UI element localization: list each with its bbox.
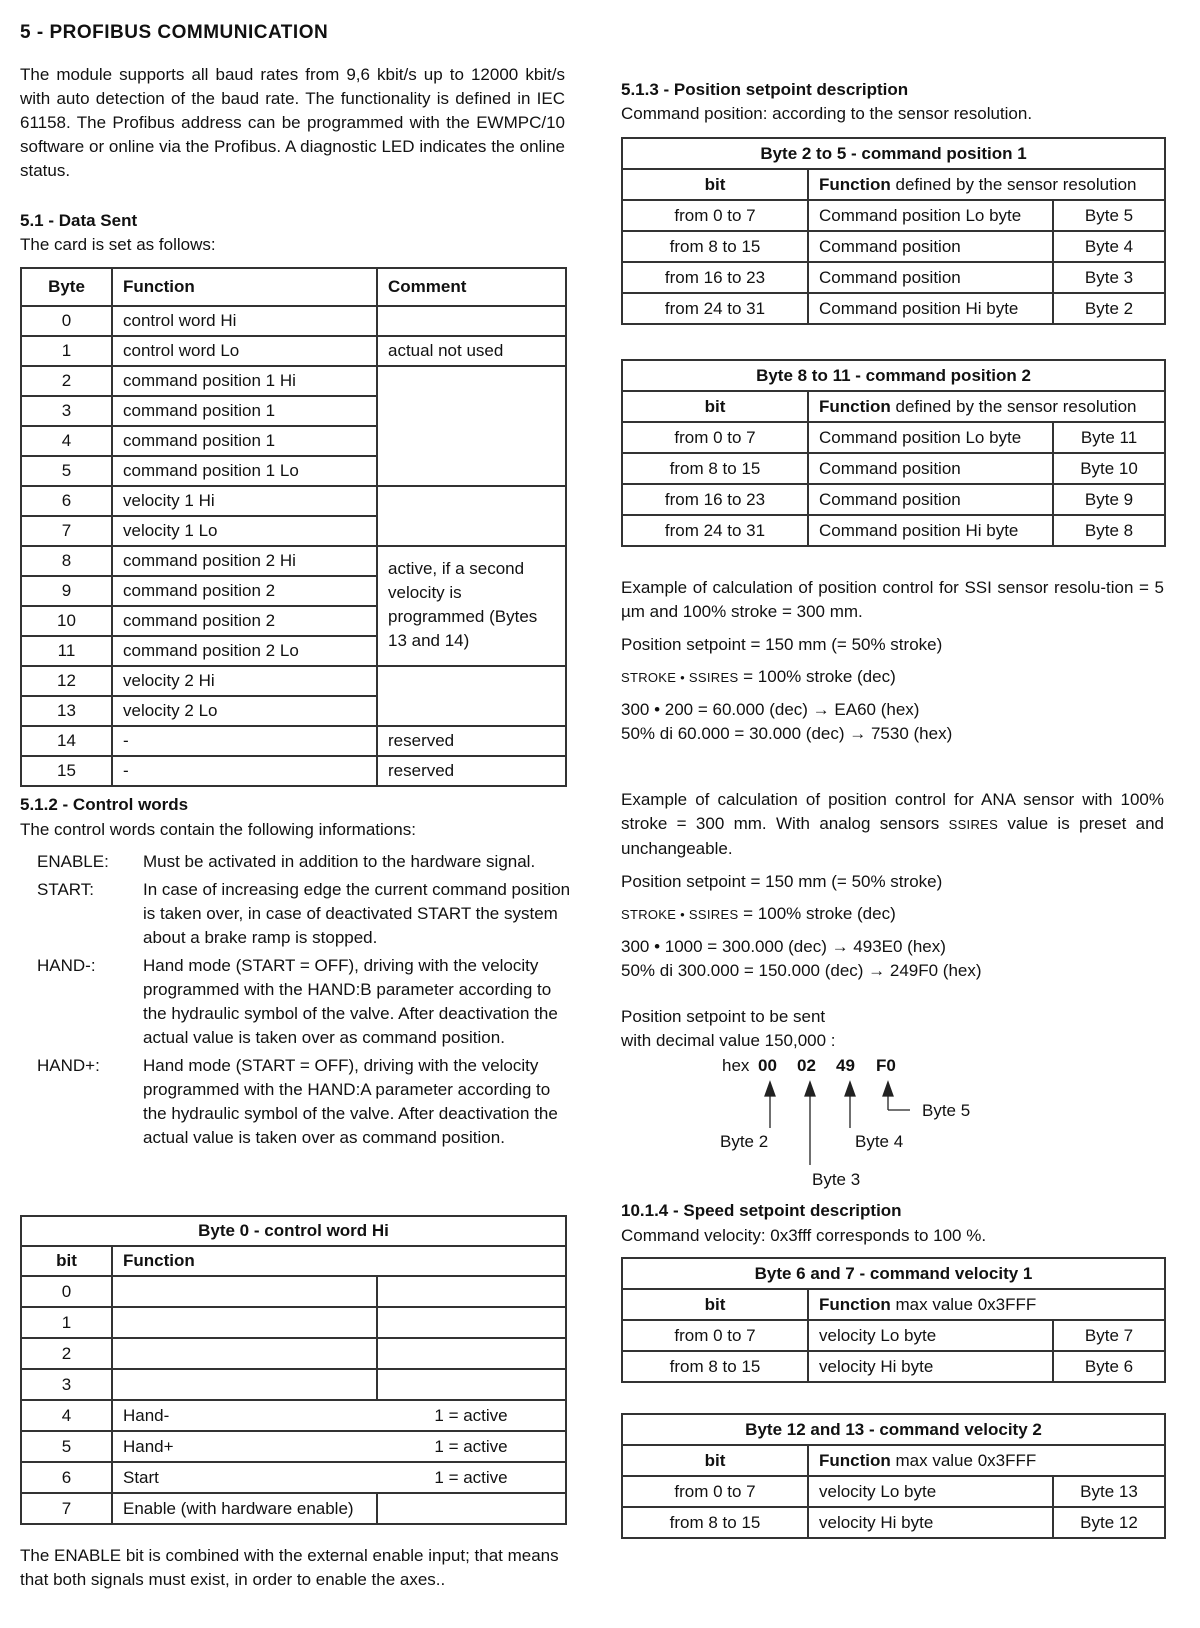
ana-calc-line2: 50% di 300.000 = 150.000 (dec) → 249F0 (hex) [621,961,982,980]
function-cell: Command position [808,231,1053,262]
control-word-text: Hand mode (START = OFF), driving with the velocity programmed with the HAND:A parameter according to the hydraulic symbol of the valve. After deactivation the actual value is taken over as command position. [143,1056,558,1147]
byte-cell: Byte 7 [1053,1320,1165,1351]
value-cell: 1 = active [377,1400,566,1431]
arrowhead-icon [845,1082,855,1096]
value-cell [377,1276,566,1307]
bit-cell: from 0 to 7 [622,422,808,453]
command-position-2-table [621,359,1166,547]
table-row [21,546,566,576]
comment-cell [377,306,566,336]
table-row [21,1307,566,1338]
function-cell: Hand- [112,1400,377,1431]
bit-cell: 2 [21,1338,112,1369]
table-row [21,306,566,336]
byte-cell: Byte 12 [1053,1507,1165,1538]
value-cell: 1 = active [377,1462,566,1493]
bit-cell: from 8 to 15 [622,1351,808,1382]
table-row [622,515,1165,546]
table-row [622,231,1165,262]
control-words-title: 5.1.2 - Control words [20,795,189,814]
header-bit: bit [622,1445,808,1476]
function-cell: command position 1 Lo [112,456,377,486]
function-cell: Hand+ [112,1431,377,1462]
control-words-subtitle: The control words contain the following informations: [20,820,416,839]
hex-byte: 00 [758,1056,777,1075]
formula-smallcaps: STROKE • SSIRES [621,670,739,685]
ana-intro-smallcaps: SSIRES [948,817,999,832]
byte-cell: Byte 13 [1053,1476,1165,1507]
formula-rest: = 100% stroke (dec) [738,667,896,686]
byte-cell: 6 [21,486,112,516]
function-cell: velocity Hi byte [808,1351,1053,1382]
table-title: Byte 6 and 7 - command velocity 1 [622,1258,1165,1289]
table-title: Byte 2 to 5 - command position 1 [622,138,1165,169]
function-cell [112,1307,377,1338]
value-cell: 1 = active [377,1431,566,1462]
function-cell: - [112,756,377,786]
ana-example-intro [621,788,1164,861]
position-setpoint-title: 5.1.3 - Position setpoint description [621,80,909,99]
header-function-rest: max value 0x3FFF [890,1450,1037,1470]
bit-cell: 4 [21,1400,112,1431]
table-row [21,756,566,786]
header-bit: bit [622,169,808,200]
table-row [622,484,1165,515]
control-word-text: Must be activated in addition to the hardware signal. [143,852,536,871]
header-bit: bit [21,1246,112,1276]
header-function [808,1289,1165,1320]
table-row [622,262,1165,293]
function-cell: - [112,726,377,756]
control-words-list [37,850,572,1154]
data-sent-title: 5.1 - Data Sent [20,211,138,230]
function-cell [112,1338,377,1369]
function-cell [112,1276,377,1307]
header-function-rest: max value 0x3FFF [890,1294,1037,1314]
hex-label: hex [722,1056,750,1075]
byte-cell: 11 [21,636,112,666]
hex-byte: 49 [836,1056,855,1075]
bit-cell: 0 [21,1276,112,1307]
header-function-rest: defined by the sensor resolution [890,174,1137,194]
comment-cell: reserved [377,756,566,786]
function-cell: Command position [808,453,1053,484]
function-cell: command position 2 Hi [112,546,377,576]
ana-intro-part: value is preset and unchangeable. [621,814,1164,858]
ssi-calc-line1: 300 • 200 = 60.000 (dec) → EA60 (hex) [621,700,920,719]
header-bit: bit [622,1289,808,1320]
header-function: Function [112,268,377,306]
function-cell: Command position [808,262,1053,293]
table-row [622,422,1165,453]
byte-cell: Byte 8 [1053,515,1165,546]
header-bit: bit [622,391,808,422]
function-cell: velocity 2 Hi [112,666,377,696]
byte-cell: 5 [21,456,112,486]
hex-byte: 02 [797,1056,816,1075]
byte-cell: 0 [21,306,112,336]
byte-label: Byte 2 [720,1132,769,1151]
list-item [37,878,572,950]
byte-cell: 15 [21,756,112,786]
formula-rest: = 100% stroke (dec) [738,904,896,923]
table-row [21,666,566,696]
table-row [21,1276,566,1307]
table-row [622,453,1165,484]
function-cell: command position 2 [112,576,377,606]
byte-cell: 7 [21,516,112,546]
control-word-key: HAND+: [37,1056,100,1075]
byte-label: Byte 4 [855,1132,904,1151]
table-row [21,1369,566,1400]
function-cell: Command position Lo byte [808,422,1053,453]
hex-byte: F0 [876,1056,896,1075]
bit-cell: 3 [21,1369,112,1400]
control-word-text: In case of increasing edge the current command position is taken over, in case of deactivated START the system about a brake ramp is stopped. [143,880,571,947]
byte-cell: 13 [21,696,112,726]
table-row [622,1507,1165,1538]
bit-cell: from 8 to 15 [622,231,808,262]
table-row [21,1431,566,1462]
byte-cell: 4 [21,426,112,456]
data-sent-subtitle: The card is set as follows: [20,235,216,254]
function-cell: Start [112,1462,377,1493]
byte-cell: Byte 6 [1053,1351,1165,1382]
table-row [21,336,566,366]
bit-cell: from 0 to 7 [622,200,808,231]
byte-cell: Byte 4 [1053,231,1165,262]
ssi-formula [621,665,896,690]
command-position-1-table [621,137,1166,325]
bit-cell: from 8 to 15 [622,1507,808,1538]
bit-cell: 7 [21,1493,112,1524]
ana-formula [621,902,896,927]
byte-cell: 3 [21,396,112,426]
table-row [21,726,566,756]
formula-smallcaps: STROKE • SSIRES [621,907,739,922]
table-row [622,1351,1165,1382]
function-cell: Command position Lo byte [808,200,1053,231]
byte0-table [20,1215,567,1525]
header-comment: Comment [377,268,566,306]
function-cell [112,1369,377,1400]
command-velocity-1-table [621,1257,1166,1383]
intro-paragraph: The module supports all baud rates from 9,6 kbit/s up to 12000 kbit/s with auto detection of the baud rate. The functionality is defined in IEC 61158. The Profibus address can be programmed with the EWMPC/10 software or online via the Profibus. A diagnostic LED indicates the online status. [20,65,565,180]
function-cell: velocity 1 Lo [112,516,377,546]
header-function-bold: Function [819,396,891,416]
table-row [21,1338,566,1369]
function-cell: command position 1 [112,426,377,456]
table-row [622,200,1165,231]
function-cell: control word Lo [112,336,377,366]
function-cell: Command position Hi byte [808,293,1053,324]
send-example-line1: Position setpoint to be sent [621,1007,826,1026]
byte-cell: Byte 5 [1053,200,1165,231]
bit-cell: from 16 to 23 [622,484,808,515]
bit-cell: from 0 to 7 [622,1320,808,1351]
byte-cell: Byte 3 [1053,262,1165,293]
function-cell: velocity 2 Lo [112,696,377,726]
value-cell [377,1338,566,1369]
arrowhead-icon [805,1082,815,1096]
speed-setpoint-title: 10.1.4 - Speed setpoint description [621,1201,902,1220]
comment-cell: reserved [377,726,566,756]
table-row [21,1400,566,1431]
header-function-rest: defined by the sensor resolution [890,396,1137,416]
function-cell: velocity Lo byte [808,1320,1053,1351]
header-function [808,1445,1165,1476]
table-row [21,486,566,516]
bit-cell: 1 [21,1307,112,1338]
control-word-key: HAND-: [37,956,96,975]
position-setpoint-subtitle: Command position: according to the sensor resolution. [621,104,1033,123]
byte-cell: 9 [21,576,112,606]
ana-setpoint: Position setpoint = 150 mm (= 50% stroke) [621,872,943,891]
ssi-example-intro: Example of calculation of position control for SSI sensor resolu-tion = 5 µm and 100% stroke = 300 mm. [621,578,1164,621]
bit-cell: from 16 to 23 [622,262,808,293]
comment-cell: actual not used [377,336,566,366]
byte-cell: 14 [21,726,112,756]
list-item [37,850,572,874]
ssi-calc-line2: 50% di 60.000 = 30.000 (dec) → 7530 (hex) [621,724,953,743]
table-row [21,1462,566,1493]
function-cell: command position 2 Lo [112,636,377,666]
arrowhead-icon [883,1082,893,1096]
byte-cell: 10 [21,606,112,636]
function-cell: Command position Hi byte [808,515,1053,546]
byte-cell: 1 [21,336,112,366]
byte-cell: 2 [21,366,112,396]
table-row [21,366,566,396]
function-cell: command position 1 [112,396,377,426]
comment-cell [377,666,566,726]
value-cell [377,1369,566,1400]
bit-cell: from 0 to 7 [622,1476,808,1507]
header-function [808,169,1165,200]
comment-cell [377,486,566,546]
table-row [622,293,1165,324]
header-function: Function [112,1246,566,1276]
control-word-text: Hand mode (START = OFF), driving with the velocity programmed with the HAND:B parameter according to the hydraulic symbol of the valve. After deactivation the actual value is taken over as command position. [143,956,558,1047]
header-function-bold: Function [819,174,891,194]
header-function-bold: Function [819,1450,891,1470]
ssi-setpoint: Position setpoint = 150 mm (= 50% stroke) [621,635,943,654]
byte-label: Byte 3 [812,1170,861,1189]
header-function [808,391,1165,422]
header-function-bold: Function [819,1294,891,1314]
function-cell: velocity 1 Hi [112,486,377,516]
function-cell: velocity Hi byte [808,1507,1053,1538]
table-row [21,1493,566,1524]
ana-intro-part: Example of calculation of position control for ANA sensor with 100% stroke = 300 mm. With analog sensors [621,790,1164,833]
list-item [37,1054,572,1150]
enable-note: The ENABLE bit is combined with the external enable input; that means that both signals must exist, in order to enable the axes.. [20,1546,559,1589]
table-row [622,1320,1165,1351]
function-cell: velocity Lo byte [808,1476,1053,1507]
byte-cell: 8 [21,546,112,576]
function-cell: command position 1 Hi [112,366,377,396]
bit-cell: 5 [21,1431,112,1462]
comment-cell [377,366,566,486]
byte-cell: 12 [21,666,112,696]
byte-cell: Byte 9 [1053,484,1165,515]
arrowhead-icon [765,1082,775,1096]
control-word-key: START: [37,880,94,899]
byte-cell: Byte 2 [1053,293,1165,324]
ana-calc-line1: 300 • 1000 = 300.000 (dec) → 493E0 (hex) [621,937,946,956]
function-cell: Enable (with hardware enable) [112,1493,377,1524]
control-word-key: ENABLE: [37,852,109,871]
byte-cell: Byte 10 [1053,453,1165,484]
function-cell: control word Hi [112,306,377,336]
bit-cell: 6 [21,1462,112,1493]
command-velocity-2-table [621,1413,1166,1539]
value-cell [377,1493,566,1524]
function-cell: command position 2 [112,606,377,636]
bit-cell: from 24 to 31 [622,515,808,546]
page-title: 5 - PROFIBUS COMMUNICATION [20,22,329,43]
send-example-line2: with decimal value 150,000 : [621,1031,836,1050]
table-title: Byte 0 - control word Hi [21,1216,566,1246]
bit-cell: from 24 to 31 [622,293,808,324]
value-cell [377,1307,566,1338]
byte-cell: Byte 11 [1053,422,1165,453]
speed-setpoint-subtitle: Command velocity: 0x3fff corresponds to 100 %. [621,1226,987,1245]
function-cell: Command position [808,484,1053,515]
header-byte: Byte [21,268,112,306]
table-title: Byte 8 to 11 - command position 2 [622,360,1165,391]
comment-cell: active, if a second velocity is programmed (Bytes 13 and 14) [377,546,566,666]
bit-cell: from 8 to 15 [622,453,808,484]
table-row [622,1476,1165,1507]
byte-label: Byte 5 [922,1101,971,1120]
table-title: Byte 12 and 13 - command velocity 2 [622,1414,1165,1445]
list-item [37,954,572,1050]
data-sent-table [20,267,567,787]
